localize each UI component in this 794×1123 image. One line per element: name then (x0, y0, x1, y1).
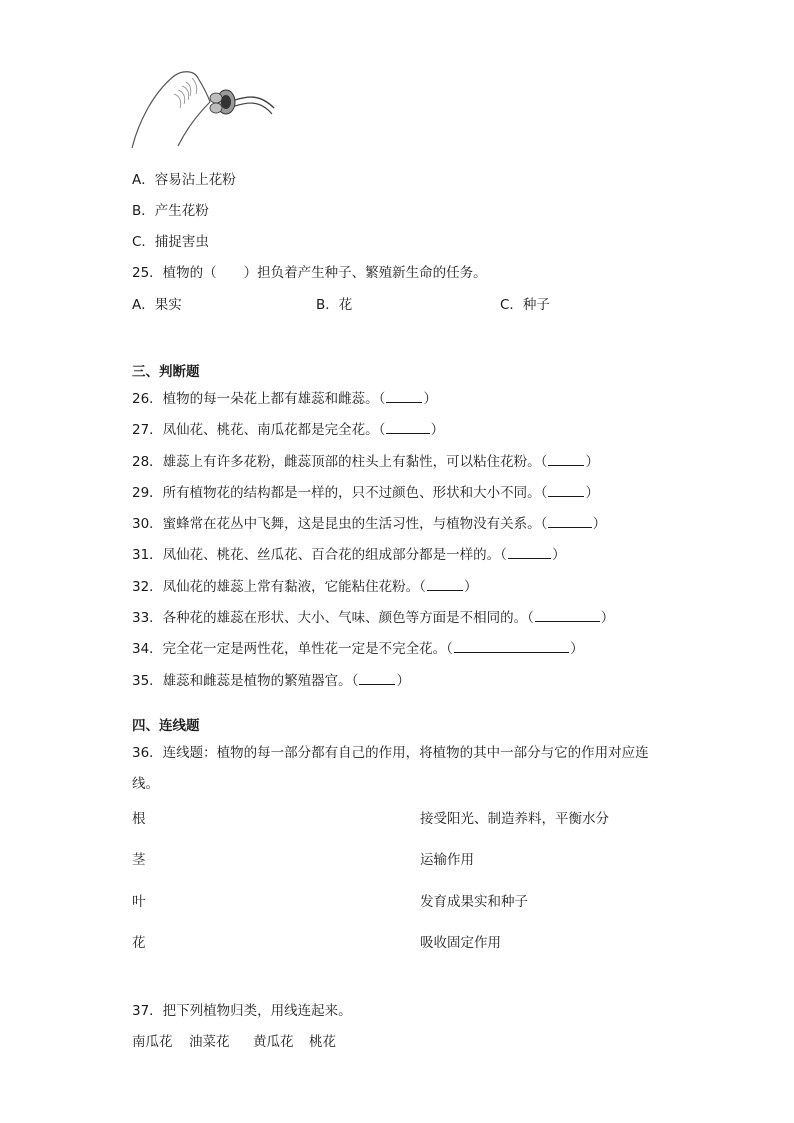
judge-question-close: ） (552, 547, 566, 563)
judge-question-text: 33．各种花的雄蕊在形状、大小、气味、颜色等方面是不相同的。（ (132, 610, 534, 626)
judge-question-close: ） (430, 422, 445, 438)
judge-question-29 (132, 482, 599, 503)
judge-question-26 (132, 388, 437, 409)
finger-stigma-illustration (128, 64, 278, 154)
match-left-stem: 茎 (132, 852, 146, 868)
q37-prompt: 37．把下列植物归类，用线连起来。 (132, 1003, 352, 1019)
judge-question-34 (132, 638, 584, 659)
answer-blank[interactable] (386, 388, 422, 403)
q25-option-c: C．种子 (500, 297, 550, 313)
section-3-title: 三、判断题 (132, 364, 200, 380)
judge-question-text: 32．凤仙花的雄蕊上常有黏液，它能粘住花粉。（ (132, 579, 426, 595)
judge-question-28 (132, 451, 599, 472)
judge-question-close: ） (585, 454, 599, 470)
q37-item-4: 桃花 (309, 1034, 336, 1050)
judge-question-text: 28．雄蕊上有许多花粉，雌蕊顶部的柱头上有黏性，可以粘住花粉。（ (132, 454, 548, 470)
answer-blank[interactable] (548, 482, 584, 497)
answer-blank[interactable] (359, 670, 395, 685)
judge-question-32 (132, 576, 477, 597)
q36-prompt-line1: 36．连线题：植物的每一部分都有自己的作用，将植物的其中一部分与它的作用对应连 (132, 745, 649, 761)
match-right-3: 发育成果实和种子 (420, 894, 528, 910)
answer-blank[interactable] (386, 419, 429, 434)
judge-question-text: 27．凤仙花、桃花、南瓜花都是完全花。（ (132, 422, 386, 438)
judge-question-close: ） (570, 641, 584, 657)
q25-option-b: B．花 (316, 297, 353, 313)
answer-blank[interactable] (454, 638, 569, 653)
answer-blank[interactable] (508, 544, 551, 559)
section-4-title: 四、连线题 (132, 718, 200, 734)
judge-question-close: ） (463, 579, 478, 595)
q25-prompt: 25．植物的（ ）担负着产生种子、繁殖新生命的任务。 (132, 265, 487, 281)
q36-prompt-line2: 线。 (132, 776, 159, 792)
match-right-4: 吸收固定作用 (420, 935, 501, 951)
answer-blank[interactable] (548, 451, 584, 466)
judge-question-close: ） (585, 485, 599, 501)
match-right-1: 接受阳光、制造养料，平衡水分 (420, 811, 609, 827)
answer-blank[interactable] (427, 576, 463, 591)
judge-question-35 (132, 670, 410, 691)
q37-item-1: 南瓜花 (132, 1034, 173, 1050)
judge-question-close: ） (396, 673, 410, 689)
answer-blank[interactable] (535, 607, 600, 622)
judge-question-text: 34．完全花一定是两性花，单性花一定是不完全花。（ (132, 641, 453, 657)
judge-question-text: 31．凤仙花、桃花、丝瓜花、百合花的组成部分都是一样的。（ (132, 547, 507, 563)
match-left-leaf: 叶 (132, 894, 146, 910)
judge-question-close: ） (423, 391, 437, 407)
answer-blank[interactable] (548, 513, 591, 528)
q37-item-2: 油菜花 (189, 1034, 230, 1050)
judge-question-31 (132, 544, 566, 565)
q24-option-c: C．捕捉害虫 (132, 234, 209, 250)
judge-question-close: ） (600, 610, 615, 626)
judge-question-33 (132, 607, 614, 628)
judge-question-text: 30．蜜蜂常在花丛中飞舞，这是昆虫的生活习性，与植物没有关系。（ (132, 516, 548, 532)
q25-option-a: A．果实 (132, 297, 182, 313)
judge-question-text: 35．雄蕊和雌蕊是植物的繁殖器官。（ (132, 673, 359, 689)
match-left-root: 根 (132, 811, 146, 827)
judge-question-close: ） (592, 516, 607, 532)
q37-item-3: 黄瓜花 (253, 1034, 294, 1050)
judge-question-text: 26．植物的每一朵花上都有雄蕊和雌蕊。（ (132, 391, 386, 407)
judge-question-30 (132, 513, 606, 534)
judge-question-27 (132, 419, 444, 440)
q24-option-a: A．容易沾上花粉 (132, 172, 236, 188)
q24-option-b: B．产生花粉 (132, 203, 209, 219)
judge-question-text: 29．所有植物花的结构都是一样的，只不过颜色、形状和大小不同。（ (132, 485, 548, 501)
match-left-flower: 花 (132, 935, 146, 951)
match-right-2: 运输作用 (420, 852, 474, 868)
